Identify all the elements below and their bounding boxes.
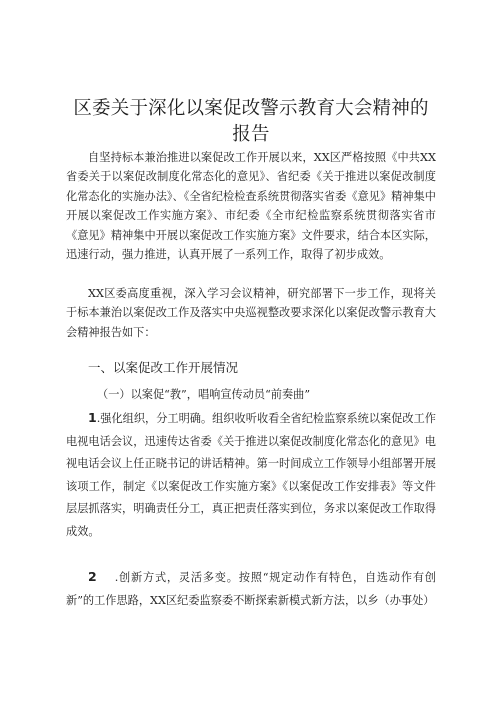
item-1-number: 1: [88, 410, 97, 425]
intro-paragraph: 自坚持标本兼治推进以案促改工作开展以来，XX区严格按照《中共XX省委关于以案促改制度化常态化的意见》、省纪委《关于推进以案促改制度化常态化的实施办法》、《全省纪检检查系统贯彻落实省委《意见》精神集中开展以案促改工作实施方案》、市纪委《全市纪检监察系统贯彻落实省市《意见》精神集中开展以案促改工作实施方案》文件要求，结合本区实际，迅速行动，强力推进，认真开展了一系列工作，取得了初步成效。: [66, 151, 436, 262]
report-intro-paragraph: XX区委高度重视，深入学习会议精神，研究部署下一步工作，现将关于标本兼治以案促改工作及落实中央巡视整改要求深化以案促改警示教育大会精神报告如下：: [66, 287, 436, 339]
document-title: 区委关于深化以案促改警示教育大会精神的报告: [73, 98, 429, 145]
subsection-heading-1: （一）以案促“教”，唱响宣传动员“前奏曲”: [97, 388, 311, 401]
item-1-paragraph: [66, 407, 436, 544]
item-1-text: .强化组织，分工明确。组织收听收看全省纪检监察系统以案促改工作电视电话会议，迅速传达省委《关于推进以案促改制度化常态化的意见》电视电话会议上任正晓书记的讲话精神。第一时间成立工作领导小组部署开展该项工作，制定《以案促改工作实施方案》《以案促改工作安排表》等文件层层抓落实，明确责任分工，真正把责任落实到位，务求以案促改工作取得成效。: [66, 412, 436, 538]
item-2-number: 2: [88, 569, 97, 584]
item-2-text: .创新方式，灵活多变。按照“规定动作有特色，自选动作有创新”的工作思路，XX区纪委监察委不断探索新模式新方法，以乡（办事处）: [66, 571, 436, 607]
section-heading-1: 一、以案促改工作开展情况: [88, 360, 239, 375]
item-2-paragraph: [66, 566, 436, 612]
